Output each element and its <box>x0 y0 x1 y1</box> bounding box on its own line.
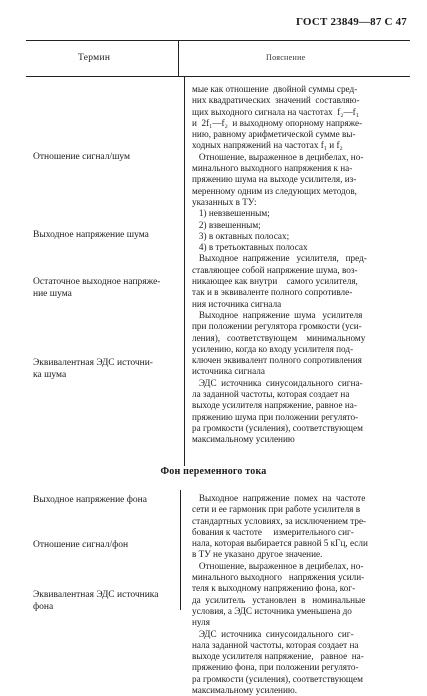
text-line: 1) невзвешенным; <box>192 208 270 219</box>
text-line: мые как отношение двойной суммы сред- <box>192 84 358 94</box>
column-divider-lower <box>180 490 181 610</box>
text-line: максимальному усилению. <box>192 685 298 696</box>
text-line: так и в эквиваленте полного сопротивле- <box>192 287 353 298</box>
text-line: сети и ее гармоник при работе усилителя в <box>192 504 361 515</box>
text-line: в ТУ не указано другое значение. <box>192 549 323 560</box>
text-line: ния источника сигнала <box>192 298 282 309</box>
text-line: Отношение, выраженное в децибелах, но- <box>192 560 364 571</box>
term-column-heading: Термин <box>78 53 111 63</box>
explanation-block-1 <box>192 84 367 446</box>
text-line: 2) взвешенным; <box>192 219 261 230</box>
table-top-rule <box>26 40 410 41</box>
text-line: ключен эквивалент полного сопротивления <box>192 355 362 366</box>
text-line: при положении регулятора громкости (уси- <box>192 321 362 332</box>
text-line: ЭДС источника синусоидального сиг- <box>192 628 354 639</box>
text-line: нию, равному арифметической сумме вы- <box>192 129 356 140</box>
text-line: теля к выходному напряжению фона, ког- <box>192 583 356 594</box>
table-head-rule <box>26 76 410 77</box>
text-line: условия, а ЭДС источника уменьшена до <box>192 605 352 616</box>
text-line: щих выходного сигнала на частотах f₂—f₁ <box>192 106 359 117</box>
text-line: бования к частоте измерительного сиг- <box>192 526 354 537</box>
term-equivalent-emf-hum: Эквивалентная ЭДС источника фона <box>33 590 159 612</box>
text-line: выходе усилителя напряжение, равное на- <box>192 651 364 662</box>
term-equivalent-emf-noise: Эквивалентная ЭДС источни- ка шума <box>33 358 153 380</box>
explanation-block-2 <box>192 493 368 696</box>
term-signal-hum-ratio: Отношение сигнал/фон <box>33 540 129 550</box>
text-line: ра громкости (усиления), соответствующем <box>192 673 363 684</box>
text-line: ставляющее собой напряжение шума, воз- <box>192 264 358 275</box>
text-line: ходных напряжений на частотах f₁ и f₂ <box>192 140 343 151</box>
text-line: нуля <box>192 617 210 628</box>
text-line: Выходное напряжение помех на частоте <box>192 493 366 503</box>
text-line: максимальному усилению <box>192 434 295 445</box>
section-title: Фон переменного тока <box>160 466 267 477</box>
text-line: минального выходного напряжения усили- <box>192 572 365 583</box>
text-line: стандартных условиях, за исключением тре- <box>192 515 367 526</box>
text-line: них квадратических значений составляю- <box>192 95 360 106</box>
text-line: пряжению шума при положении регулято- <box>192 411 359 422</box>
column-divider-upper <box>184 76 185 466</box>
term-residual-noise-voltage: Остаточное выходное напряже- ние шума <box>33 277 161 299</box>
text-line: никающее как внутри самого усилителя, <box>192 276 358 287</box>
text-line: ЭДС источника синусоидального сигна- <box>192 377 363 388</box>
text-line: Выходное напряжение усилителя, пред- <box>192 253 367 264</box>
text-line: нала, которая выбирается равной 5 кГц, если <box>192 538 368 549</box>
text-line: 3) в октавных полосах; <box>192 230 290 241</box>
term-signal-noise-ratio: Отношение сигнал/шум <box>33 152 131 162</box>
text-line: пряжению фона, при положении регулято- <box>192 662 359 673</box>
text-line: Выходное напряжение шума усилителя <box>192 309 363 320</box>
text-line: минального выходного напряжения к на- <box>192 163 353 174</box>
page-header: ГОСТ 23849—87 С 47 <box>296 16 407 28</box>
text-line: пряжению шума на выходе усилителя, из- <box>192 174 357 185</box>
text-line: 4) в третьоктавных полосах <box>192 242 308 253</box>
text-line: усилению, когда ко входу усилителя под- <box>192 343 354 354</box>
text-line: да усилитель установлен в номинальные <box>192 594 366 605</box>
text-line: указанных в ТУ: <box>192 196 257 207</box>
text-line: выходе усилителя напряжение, равное на- <box>192 400 357 411</box>
term-output-hum-voltage: Выходное напряжение фона <box>33 495 147 505</box>
text-line: нала заданной частоты, которая создает на <box>192 639 359 650</box>
text-line: ла заданной частоты, которая создает на <box>192 389 350 400</box>
text-line: Отношение, выраженное в децибелах, но- <box>192 151 364 162</box>
text-line: меренному одним из следующих методов, <box>192 185 357 196</box>
explanation-column-heading: Пояснение <box>266 53 306 62</box>
header-column-divider <box>178 40 179 76</box>
text-line: источника сигнала <box>192 366 265 377</box>
term-output-noise-voltage: Выходное напряжение шума <box>33 230 149 240</box>
text-line: и 2f₁—f₂ и выходному опорному напряже- <box>192 117 363 128</box>
text-line: ра громкости (усиления), соответствующем <box>192 422 363 433</box>
text-line: ления), соответствующем минимальному <box>192 332 366 343</box>
